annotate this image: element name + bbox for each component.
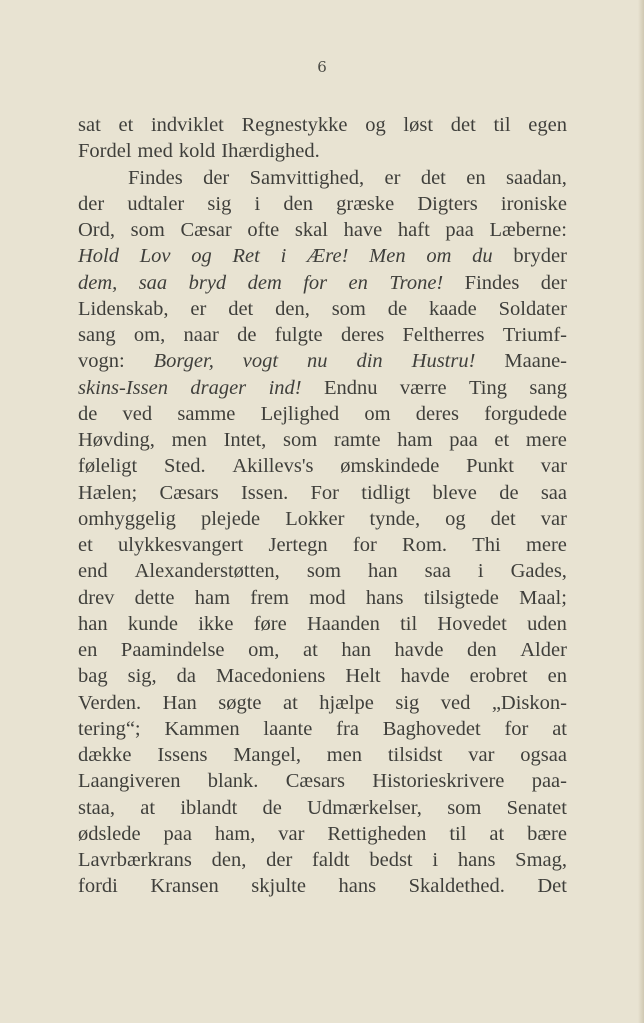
text-line bbox=[78, 401, 567, 427]
word: skins-Issen bbox=[78, 376, 168, 399]
word: hans bbox=[365, 586, 404, 609]
word: Regnestykke bbox=[241, 114, 348, 136]
word: at bbox=[140, 796, 156, 819]
word: erobret bbox=[469, 665, 528, 688]
word: til bbox=[493, 114, 511, 136]
text-line bbox=[78, 637, 567, 663]
word: og bbox=[365, 114, 386, 136]
word: Lejlighed bbox=[260, 402, 340, 425]
text-line bbox=[78, 506, 567, 532]
word: Lov bbox=[139, 245, 171, 268]
word: ham bbox=[397, 429, 433, 451]
word: værre bbox=[399, 376, 447, 399]
word: du bbox=[472, 245, 493, 268]
word: Helt bbox=[345, 665, 381, 688]
word: men bbox=[326, 744, 363, 766]
word: Findes bbox=[128, 166, 183, 189]
word: sang bbox=[78, 324, 116, 346]
word: der bbox=[78, 192, 105, 215]
word: løst bbox=[403, 114, 434, 136]
word: at bbox=[282, 691, 298, 714]
word: iblandt bbox=[180, 796, 238, 819]
word: ved bbox=[122, 402, 153, 425]
word: bleve bbox=[432, 481, 477, 504]
word: de bbox=[262, 796, 282, 819]
word: Ære! bbox=[307, 245, 349, 268]
word: fulgte bbox=[274, 324, 323, 346]
text-line bbox=[78, 847, 567, 873]
text-line bbox=[78, 375, 567, 401]
text-line bbox=[78, 532, 567, 558]
word: til bbox=[400, 612, 418, 635]
word: Gades, bbox=[510, 560, 567, 583]
page-edge bbox=[638, 0, 644, 1023]
word: fordi bbox=[78, 875, 118, 898]
word: bedst bbox=[369, 849, 413, 871]
word: Digters bbox=[417, 192, 478, 215]
word: en bbox=[348, 271, 368, 294]
text-line bbox=[78, 453, 567, 479]
word: et bbox=[118, 114, 134, 136]
word: indviklet bbox=[150, 114, 224, 136]
word: de bbox=[387, 297, 408, 320]
word: er bbox=[384, 166, 401, 189]
word: med bbox=[137, 140, 173, 163]
word: som bbox=[282, 429, 318, 451]
word: Lidenskab, bbox=[78, 297, 169, 320]
word: den, bbox=[275, 297, 310, 320]
word: til bbox=[449, 822, 467, 845]
text-line bbox=[78, 742, 567, 768]
word: om bbox=[426, 245, 452, 268]
word: Borger, bbox=[153, 350, 214, 373]
word: Lavrbærkrans bbox=[78, 849, 192, 871]
word: ikke bbox=[198, 612, 234, 635]
word: Jertegn bbox=[268, 534, 328, 556]
word: Maane- bbox=[504, 350, 567, 373]
word: Hustru! bbox=[411, 350, 476, 373]
word: det bbox=[420, 166, 446, 189]
word: et bbox=[78, 534, 93, 556]
word: kunde bbox=[127, 612, 178, 635]
word: dette bbox=[134, 586, 175, 609]
word: Triumf- bbox=[502, 324, 567, 346]
text-line bbox=[78, 663, 567, 689]
word: at bbox=[489, 822, 505, 845]
word: uden bbox=[527, 612, 567, 635]
word: det bbox=[490, 507, 516, 530]
word: ofte bbox=[247, 219, 280, 241]
word: der bbox=[203, 166, 230, 189]
text-line bbox=[78, 821, 567, 847]
word: Læberne: bbox=[489, 219, 567, 241]
word: Alexanderstøtten, bbox=[134, 560, 280, 583]
word: dem bbox=[247, 271, 282, 294]
word: udtaler bbox=[127, 192, 185, 215]
word: Baghovedet bbox=[382, 717, 481, 740]
text-line bbox=[78, 138, 567, 164]
word: tilsidst bbox=[387, 744, 443, 766]
text-line bbox=[78, 217, 567, 243]
word: da bbox=[176, 665, 197, 688]
word: samme bbox=[177, 402, 236, 425]
word: som bbox=[306, 560, 341, 583]
word: haft bbox=[397, 219, 430, 241]
word: tilsigtede bbox=[423, 586, 499, 609]
word: Punkt bbox=[466, 455, 514, 478]
word: Intet, bbox=[223, 429, 267, 451]
word: i bbox=[477, 560, 484, 583]
word: omhyggelig bbox=[78, 507, 176, 530]
word: naar bbox=[183, 324, 219, 346]
text-line bbox=[78, 873, 567, 899]
text-line bbox=[78, 296, 567, 322]
word: Ihærdighed. bbox=[221, 140, 320, 163]
word: i bbox=[432, 849, 439, 871]
word: som bbox=[130, 219, 165, 241]
word: drev bbox=[78, 586, 115, 609]
word: Verden. bbox=[78, 691, 142, 714]
word: Haanden bbox=[306, 612, 380, 635]
word: hans bbox=[338, 875, 377, 898]
word: Cæsar bbox=[180, 219, 232, 241]
word: kaade bbox=[428, 297, 477, 320]
word: sang bbox=[529, 376, 567, 399]
text-line bbox=[78, 191, 567, 217]
word: hans bbox=[457, 849, 496, 871]
word: paa bbox=[163, 822, 192, 845]
text-line bbox=[78, 480, 567, 506]
word: Ret bbox=[232, 245, 260, 268]
word: mod bbox=[309, 586, 346, 609]
word: „Diskon- bbox=[491, 691, 567, 714]
word: om, bbox=[133, 324, 166, 346]
text-line bbox=[78, 611, 567, 637]
word: bag bbox=[78, 665, 108, 688]
word: Smag, bbox=[515, 849, 567, 871]
word: Rom. bbox=[402, 534, 448, 556]
word: sig bbox=[395, 691, 420, 714]
word: de bbox=[78, 402, 98, 425]
word: i bbox=[254, 192, 261, 215]
word: Historieskrivere bbox=[372, 770, 505, 793]
word: paa bbox=[445, 219, 474, 241]
word: var bbox=[540, 455, 567, 478]
word: Hælen; bbox=[78, 481, 138, 504]
word: Høvding, bbox=[78, 429, 155, 451]
word: ham, bbox=[214, 822, 256, 845]
word: saa bbox=[540, 481, 567, 504]
word: ømskindede bbox=[340, 455, 440, 478]
word: at bbox=[552, 717, 567, 740]
word: egen bbox=[528, 114, 567, 136]
word: ogsaa bbox=[520, 744, 567, 766]
word: Kransen bbox=[150, 875, 219, 898]
word: frem bbox=[250, 586, 289, 609]
word: skal bbox=[294, 219, 328, 241]
word: og bbox=[191, 245, 212, 268]
word: Issens bbox=[157, 744, 208, 766]
word: bære bbox=[527, 822, 567, 845]
word: han bbox=[341, 639, 371, 661]
word: tering“; bbox=[78, 717, 141, 740]
word: Skaldethed. bbox=[408, 875, 505, 898]
word: Mangel, bbox=[233, 744, 301, 766]
word: var bbox=[278, 822, 305, 845]
word: Hovedet bbox=[437, 612, 507, 635]
word: den bbox=[283, 192, 313, 215]
word: i bbox=[280, 245, 287, 268]
word: havde bbox=[400, 665, 450, 688]
word: bryder bbox=[513, 245, 567, 268]
word: deres bbox=[415, 402, 460, 425]
word: skjulte bbox=[251, 875, 306, 898]
word: for bbox=[504, 717, 529, 740]
word: Senatet bbox=[506, 796, 567, 819]
word: end bbox=[78, 560, 108, 583]
word: Soldater bbox=[498, 297, 567, 320]
word: saa bbox=[138, 271, 168, 294]
word: Udmærkelser, bbox=[307, 796, 422, 819]
word: drager bbox=[190, 376, 247, 399]
word: saadan, bbox=[506, 166, 567, 189]
word: Maal; bbox=[519, 586, 567, 609]
word: Samvittighed, bbox=[249, 166, 365, 189]
word: sig, bbox=[127, 665, 157, 688]
word: kold bbox=[178, 140, 216, 163]
word: dem, bbox=[78, 271, 118, 294]
word: det bbox=[450, 114, 476, 136]
word: saa bbox=[424, 560, 451, 583]
text-line bbox=[78, 427, 567, 453]
word: Hold bbox=[78, 245, 119, 268]
page-number: 6 bbox=[317, 58, 327, 76]
word: mere bbox=[525, 429, 567, 451]
word: forgudede bbox=[484, 402, 567, 425]
word: en bbox=[78, 639, 98, 661]
word: er bbox=[190, 297, 207, 320]
word: det bbox=[228, 297, 254, 320]
word: ved bbox=[440, 691, 471, 714]
word: vogt bbox=[242, 350, 279, 373]
word: for bbox=[303, 271, 328, 294]
word: føleligt bbox=[78, 455, 138, 478]
word: at bbox=[303, 639, 318, 661]
word: sig bbox=[207, 192, 232, 215]
text-line bbox=[78, 112, 567, 138]
text-line bbox=[78, 558, 567, 584]
text-line bbox=[78, 165, 567, 191]
word: dække bbox=[78, 744, 132, 766]
word: der bbox=[540, 271, 567, 294]
word: han bbox=[368, 560, 398, 583]
word: Trone! bbox=[389, 271, 444, 294]
word: Findes bbox=[464, 271, 520, 294]
word: bryd bbox=[188, 271, 227, 294]
word: en bbox=[466, 166, 486, 189]
word: havde bbox=[394, 639, 444, 661]
word: have bbox=[343, 219, 383, 241]
word: var bbox=[468, 744, 495, 766]
word: Paamindelse bbox=[120, 639, 225, 661]
word: de bbox=[499, 481, 519, 504]
word: og bbox=[445, 507, 466, 530]
word: Men bbox=[369, 245, 406, 268]
word: han bbox=[78, 612, 108, 635]
word: din bbox=[356, 350, 383, 373]
word: Det bbox=[537, 875, 567, 898]
word: som bbox=[331, 297, 366, 320]
word: ødslede bbox=[78, 822, 141, 845]
text-line bbox=[78, 690, 567, 716]
word: ramte bbox=[333, 429, 381, 451]
word: faldt bbox=[312, 849, 350, 871]
body-text bbox=[78, 112, 567, 900]
text-line bbox=[78, 585, 567, 611]
word: Ting bbox=[468, 376, 507, 399]
word: de bbox=[237, 324, 257, 346]
word: Rettigheden bbox=[327, 822, 427, 845]
word: Sted. bbox=[164, 455, 206, 478]
text-line bbox=[78, 716, 567, 742]
word: For bbox=[310, 481, 339, 504]
word: ind! bbox=[268, 376, 302, 399]
word: Alder bbox=[520, 639, 567, 661]
word: den bbox=[467, 639, 497, 661]
word: for bbox=[352, 534, 377, 556]
word: fra bbox=[336, 717, 359, 740]
word: var bbox=[540, 507, 567, 530]
word: græske bbox=[336, 192, 395, 215]
word: Laangiveren bbox=[78, 770, 181, 793]
word: føre bbox=[253, 612, 287, 635]
word: plejede bbox=[200, 507, 261, 530]
word: ulykkesvangert bbox=[118, 534, 244, 556]
word: paa- bbox=[531, 770, 567, 793]
word: den, bbox=[211, 849, 247, 871]
word: Issen. bbox=[240, 481, 289, 504]
word: om bbox=[364, 402, 391, 425]
word: Ord, bbox=[78, 219, 116, 241]
text-line bbox=[78, 348, 567, 374]
word: deres bbox=[340, 324, 385, 346]
text-line bbox=[78, 768, 567, 794]
word: hjælpe bbox=[319, 691, 374, 714]
word: blank. bbox=[207, 770, 259, 793]
word: tynde, bbox=[369, 507, 421, 530]
word: laante bbox=[263, 717, 313, 740]
word: ham bbox=[194, 586, 231, 609]
word: Fordel bbox=[78, 140, 132, 163]
word: søgte bbox=[218, 691, 262, 714]
word: Thi bbox=[472, 534, 501, 556]
word: som bbox=[447, 796, 482, 819]
word: men bbox=[171, 429, 207, 451]
word: staa, bbox=[78, 796, 115, 819]
word: Feltherres bbox=[402, 324, 485, 346]
word: et bbox=[494, 429, 510, 451]
word: der bbox=[266, 849, 293, 871]
word: Han bbox=[162, 691, 197, 714]
word: en bbox=[547, 665, 567, 688]
word: tidligt bbox=[361, 481, 411, 504]
word: sat bbox=[78, 114, 101, 136]
text-line bbox=[78, 270, 567, 296]
word: Macedoniens bbox=[216, 665, 326, 688]
word: Cæsars bbox=[285, 770, 345, 793]
word: om, bbox=[248, 639, 280, 661]
word: nu bbox=[307, 350, 328, 373]
text-line bbox=[78, 795, 567, 821]
word: Endnu bbox=[323, 376, 378, 399]
word: mere bbox=[525, 534, 567, 556]
word: vogn: bbox=[78, 350, 125, 373]
word: Kammen bbox=[164, 717, 240, 740]
text-line bbox=[78, 243, 567, 269]
word: Akillevs's bbox=[232, 455, 314, 478]
text-line bbox=[78, 322, 567, 348]
word: paa bbox=[449, 429, 478, 451]
word: ironiske bbox=[500, 192, 567, 215]
word: Lokker bbox=[285, 507, 345, 530]
word: Cæsars bbox=[159, 481, 219, 504]
